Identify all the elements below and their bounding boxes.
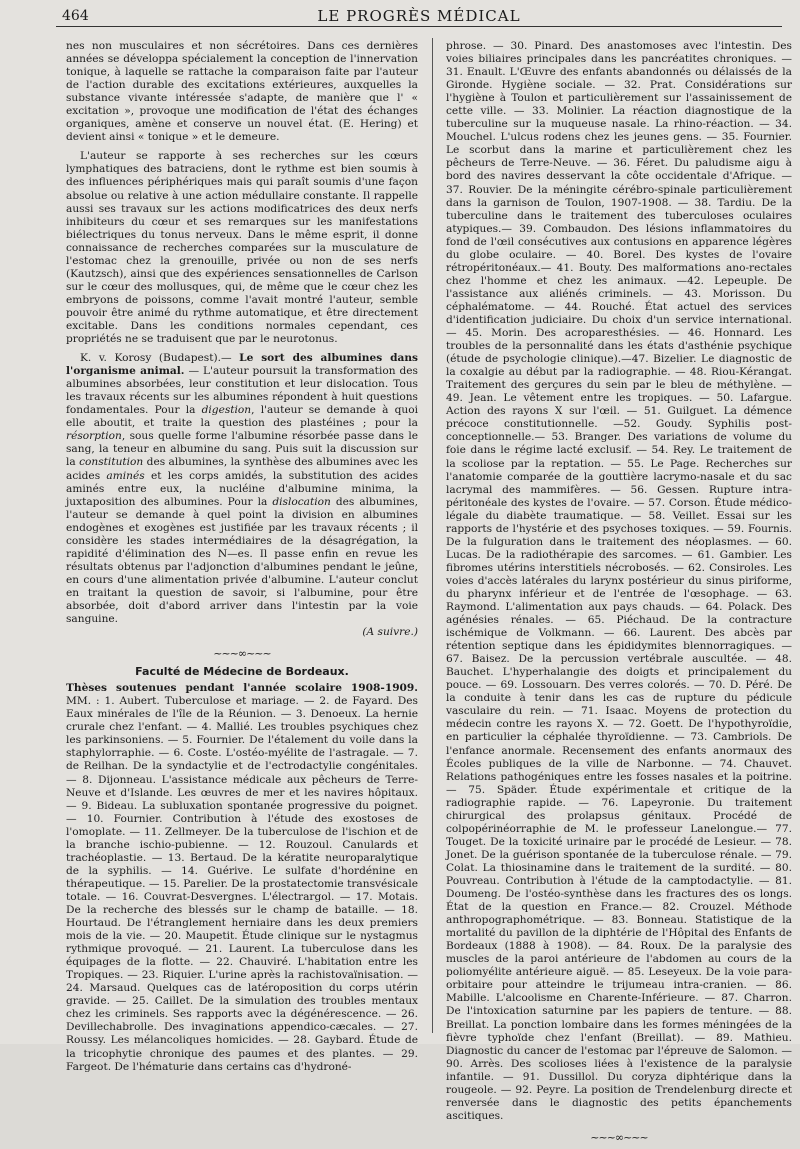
ornament-divider-bottom: ~~~∞~~~ [590, 1130, 648, 1144]
italic-term: aminés [106, 469, 145, 482]
italic-term: résorption [66, 430, 122, 443]
theses-list [66, 682, 418, 1073]
text-segment: des albumines, l'auteur se demande à quel point la division en albumines endogènes et exogènes est justifiée par les travaux récents ; il considère les stades intermédiaires de la désagrégation, la rapidité d'élimination des N—es. Il passe enfin en revue les résultats obtenus par l'adjonction d'albumines pendant le jeûne, en cours d'une alimentation privée d'albumine. L'auteur conclut en traitant la question de savoir, si l'albumine, pour être absorbée, doit d'abord arriver dans l'intestin par la voie sanguine. [66, 495, 418, 626]
article-title: Le sort des albumines dans l'organisme animal. [66, 352, 419, 378]
left-column [66, 40, 418, 1080]
text-segment: et les corps amidés, la substitution des acides aminés entre eux, la nucléine d'albumine minima, la juxtaposition des albumines. Pour la [66, 469, 419, 508]
italic-term: dislocation [272, 495, 331, 508]
theses-text: MM. : 1. Aubert. Tuberculose et mariage. — 2. de Fayard. Des Eaux minérales de l'île de la Réunion. — 3. Denoeux. La hernie crurale chez l'enfant. — 4. Mallié. Les troubles psychiques chez les parkinsoniens. — 5. Fournier. De l'étalement du voile dans la staphylorraphie. — 6. Coste. L'ostéo-myélite de l'astragale. — 7. de Reilhan. De la syndactylie et de l'ectrodactylie congénitales. — 8. Dijonneau. L'assistance médicale aux pêcheurs de Terre-Neuve et d'Islande. Les œuvres de mer et les navires hôpitaux. — 9. Bideau. La subluxation spontanée progressive du poignet. — 10. Fournier. Contribution à l'étude des exostoses de l'omoplate. — 11. Zellmeyer. De la tuberculose de l'ischion et de la branche ischio-pubienne. — 12. Rouzoul. Canulards et trachéoplastie. — 13. Bertaud. De la kératite neuroparalytique de la syphilis. — 14. Guérive. Le sulfate d'hordénine en thérapeutique. — 15. Parelier. De la prostatectomie transvésicale totale. — 16. Couvrat-Desvergnes. L'électrargol. — 17. Motais. De la recherche des blessés sur le champ de bataille. — 18. Hourtaud. De l'étranglement herniaire dans les deux premiers mois de la vie. — 20. Maupetit. Étude clinique sur le nystagmus rythmique provoqué. — 21. Laurent. La tuberculose dans les équipages de la flotte. — 22. Chauviré. L'habitation entre les Tropiques. — 23. Riquier. L'urine après la rachistovaïnisation. — 24. Marsaud. Quelques cas de latéroposition du corps utérin gravide. — 25. Caillet. De la simulation des troubles mentaux chez les criminels. Ses rapports avec la dégénérescence. — 26. Devillechabrolle. Des invaginations appendico-cæcales. — 27. Roussy. Les mélancoliques homicides. — 28. Gaybard. Étude de la tricophytie chronique des paumes et des plantes. — 29. Fargeot. De l'hématurie dans certains cas d'hydroné- [66, 695, 418, 1073]
column-rule [432, 38, 433, 1033]
journal-title: LE PROGRÈS MÉDICAL [317, 7, 521, 25]
right-column [446, 40, 792, 1149]
paragraph-korosy [66, 352, 418, 639]
author-city: (Budapest).— [151, 352, 240, 365]
to-be-continued: (A suivre.) [362, 626, 418, 639]
italic-term: constitution [79, 456, 144, 469]
author-name: K. v. Korosy [80, 352, 152, 365]
text-segment: — L'auteur poursuit la transformation des albumines absorbées, leur constitution et leur dislocation. Tous les travaux récents sur les albumines répondent à huit questions fondamentales. Pour la [66, 365, 418, 417]
text-segment: , l'auteur se demande à quoi elle aboutit, et traite la question des plastéines ; pour la [66, 404, 418, 430]
italic-term: digestion [201, 404, 252, 417]
theses-intro: Thèses soutenues pendant l'année scolaire 1908-1909. [66, 682, 418, 695]
paragraph-innervation: nes non musculaires et non sécrétoires. Dans ces dernières années se développa spécialement la conception de l'innervation tonique, à laquelle se rattache la comparaison faite par l'auteur de l'action durable des excitations extérieures, auxquelles la substance vivante intéressée s'adapte, de manière que l' « excitation », provoque une modification de l'état des échanges organiques, amène et conserve un nouvel état. (E. Hering) et devient ainsi « tonique » et le demeure. [66, 40, 418, 144]
section-heading: Faculté de Médecine de Bordeaux. [135, 665, 349, 679]
theses-continued: phrose. — 30. Pinard. Des anastomoses avec l'intestin. Des voies biliaires principales dans les pancréatites chroniques. — 31. Enault. L'Œuvre des enfants abandonnés ou délaissés de la Gironde. Hygiène sociale. — 32. Prat. Considérations sur l'hygiène à Toulon et particulièrement sur l'assainissement de cette ville. — 33. Molinier. La réaction diagnostique de la tuberculine sur la muqueuse nasale. La rhino-réaction. — 34. Mouchel. L'ulcus rodens chez les jeunes gens. — 35. Fournier. Le scorbut dans la marine et particulièrement chez les pêcheurs de Terre-Neuve. — 36. Féret. Du paludisme aigu à bord des navires desservant la côte occidentale d'Afrique. — 37. Rouvier. De la méningite cérébro-spinale particulièrement dans la garnison de Toulon, 1907-1908. — 38. Tardiu. De la tuberculine dans le traitement des tuberculoses oculaires atypiques.— 39. Combaudon. Des lésions inflammatoires du fond de l'œil consécutives aux contusions en apparence légères du globe oculaire. — 40. Borel. Des kystes de l'ovaire rétropéritonéaux.— 41. Bouty. Des malformations ano-rectales chez l'homme et chez les animaux. —42. Lepeuple. De l'assistance aux aliénés criminels. — 43. Morisson. Du céphalématome. — 44. Rouché. État actuel des services d'identification judiciaire. Du choix d'un service international. — 45. Morin. Des acroparesthésies. — 46. Honnard. Les troubles de la personnalité dans les états d'asthénie psychique (étude de psychologie clinique).—47. Bizelier. Le diagnostic de la coxalgie au début par la radiographie. — 48. Riou-Kérangat. Traitement des gerçures du sein par le bleu de méthylène. — 49. Jean. Le vêtement entre les tropiques. — 50. Lafargue. Action des rayons X sur l'œil. — 51. Guilguet. La démence précoce constitutionnelle. —52. Goudy. Syphilis post-conceptionnelle.— 53. Branger. Des variations de volume du foie dans le régime lacté exclusif. — 54. Rey. Le traitement de la scoliose par la reptation. — 55. Le Page. Recherches sur l'anatomie comparée de la gouttière lacrymo-nasale et du sac lacrymal des mammifères. — 56. Gessen. Rupture intra-péritonéale des kystes de l'ovaire. — 57. Corson. Étude médico-légale du diabète traumatique. — 58. Veillet. Essai sur les rapports de l'hystérie et des psychoses toxiques. — 59. Fournis. De la fulguration dans le traitement des néoplasmes. — 60. Lucas. De la radiothérapie des sarcomes. — 61. Gambier. Les fibromes utérins interstitiels nécrobosés. — 62. Consiroles. Les voies d'accès latérales du larynx postérieur du sinus piriforme, du pharynx inférieur et de l'entrée de l'œsophage. — 63. Raymond. L'alimentation aux pays chauds. — 64. Polack. Des agénésies rénales. — 65. Piéchaud. De la contracture ischémique de Volkmann. — 66. Laurent. Des abcès par rétention septique dans les épididymites blennorragiques. — 67. Baisez. De la percussion vertébrale auscultée. — 48. Bauchet. L'hyperhalangie des doigts et principalement du pouce. — 69. Lossouarn. Des verres colorés. — 70. D. Péré. De la conduite à tenir dans les cas de rupture du pédicule vasculaire du rein. — 71. Isaac. Moyens de protection du médecin contre les rayons X. — 72. Goett. De l'hypothyroïdie, en particulier la céphalée thyroïdienne. — 73. Cambriols. De l'enfance anormale. Recensement des enfants anormaux des Écoles publiques de la ville de Narbonne. — 74. Chauvet. Relations pathogéniques entre les fosses nasales et la poitrine. — 75. Späder. Étude expérimentale et critique de la radiographie rapide. — 76. Lapeyronie. Du traitement chirurgical des prolapsus génitaux. Procédé de colpopérinéorraphie de M. le professeur Lanelongue.— 77. Touget. De la toxicité urinaire par le procédé de Lesieur. — 78. Jonet. De la guérison spontanée de la tuberculose rénale. — 79. Colat. La thiosinamine dans le traitement de la surdité. — 80. Pouvreau. Contribution à l'étude de la camptodactylie. — 81. Doumeng. De l'ostéo-synthèse dans les fractures des os longs. État de la question en France.— 82. Crouzel. Méthode anthropographométrique. — 83. Bonneau. Statistique de la mortalité du pavillon de la diphtérie de l'Hôpital des Enfants de Bordeaux (1888 à 1908). — 84. Roux. De la paralysie des muscles de la paroi antérieure de l'abdomen au cours de la poliomyélite antérieure aiguë. — 85. Leseyeux. De la voie para-orbitaire pour atteindre le trijumeau intra-cranien. — 86. Mabille. L'alcoolisme en Charente-Inférieure. — 87. Charron. De l'intoxication saturnine par les papiers de tenture. — 88. Breillat. La ponction lombaire dans les formes méningées de la fièvre typhoïde chez l'enfant (Breillat). — 89. Mathieu. Diagnostic du cancer de l'estomac par l'épreuve de Salomon. — 90. Arrès. Des scolioses liées à l'existence de la paralysie infantile. — 91. Dussillol. Du coryza diphtérique dans la rougeole. — 92. Peyre. La position de Trendelenburg directe et renversée dans le diagnostic des petits épanchements ascitiques. [446, 40, 792, 1122]
text-segment: des albumines, la synthèse des albumines avec les acides [66, 456, 418, 482]
page-number: 464 [62, 8, 89, 24]
ornament-divider: ~~~∞~~~ [213, 647, 271, 661]
running-header [56, 4, 782, 27]
text-segment: , sous quelle forme l'albumine résorbée passe dans le sang, la teneur en albumine du sang. Puis suit la discussion sur la [66, 430, 418, 469]
paragraph-batraciens: L'auteur se rapporte à ses recherches sur les cœurs lymphatiques des batraciens, dont le rythme est bien soumis à des influences périphériques mais qui paraît soumis d'une façon absolue ou relative à une action médullaire constante. Il rappelle aussi ses travaux sur les actions modificatrices des deux nerfs inhibiteurs du cœur et ses remarques sur les manifestations biélectriques du tonus nerveux. Dans le même esprit, il donne connaissance de recherches comparées sur la musculature de l'estomac chez la grenouille, privée ou non de ses nerfs (Kautzsch), ainsi que des expériences sensationnelles de Carlson sur le cœur des mollusques, qui, de même que le cœur chez les embryons de poissons, comme l'avait montré l'auteur, semble pouvoir être animé du rythme automatique, et être directement excitable. Dans les conditions normales cependant, ces propriétés ne se traduisent que par le neurotonus. [66, 150, 418, 346]
